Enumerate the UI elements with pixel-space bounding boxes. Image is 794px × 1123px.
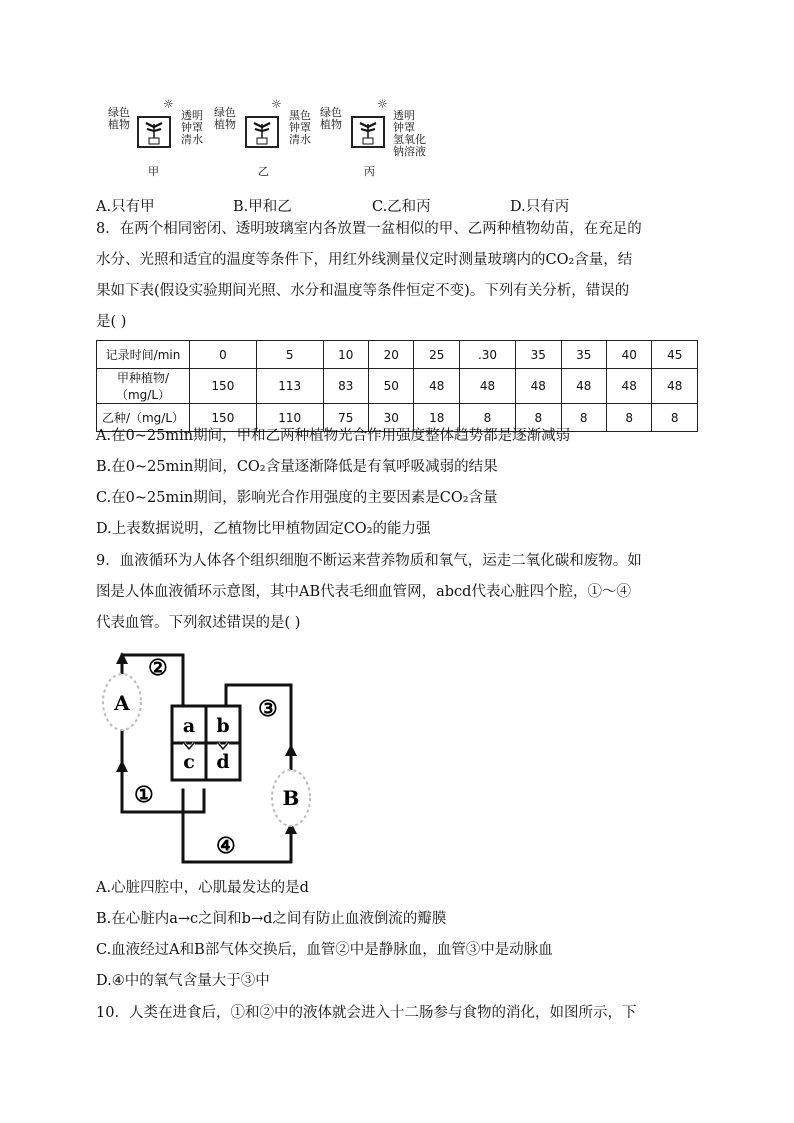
vessel-label-3: ③ (258, 696, 278, 722)
plant-icon (353, 118, 383, 146)
q8-stem-line-4: 是( ) (96, 314, 127, 330)
q9-stem-line-3: 代表血管。下列叙述错误的是( ) (96, 615, 301, 631)
yi-caption: 乙 (258, 165, 269, 178)
q8-stem-line-3: 果如下表(假设实验期间光照、水分和温度等条件恒定不变)。下列有关分析，错误的 (96, 283, 630, 299)
table-cell: 48 (561, 369, 606, 404)
table-cell: 48 (459, 369, 515, 404)
table-cell: 35 (516, 341, 561, 369)
table-cell: 18 (414, 404, 459, 432)
q8-option-c[interactable]: C.在0~25min期间，影响光合作用强度的主要因素是CO₂含量 (96, 490, 498, 506)
yi-right-labels: 黑色 钟罩 清水 (289, 109, 311, 146)
table-header-cell: 甲种植物/（mg/L） (97, 369, 190, 404)
q8-stem-line-1: 8．在两个相同密闭、透明玻璃室内各放置一盆相似的甲、乙两种植物幼苗，在充足的 (96, 221, 642, 237)
plant-icon (139, 118, 169, 146)
q8-stem-line-2: 水分、光照和适宜的温度等条件下，用红外线测量仪定时测量玻璃内的CO₂含量，结 (96, 252, 633, 268)
vessel-label-1: ① (134, 782, 154, 808)
table-header-cell: 记录时间/min (97, 341, 190, 369)
table-cell: 48 (606, 369, 651, 404)
table-cell: 48 (516, 369, 561, 404)
table-row (97, 341, 698, 369)
q10-stem-line-1: 10．人类在进食后，①和②中的液体就会进入十二肠参与食物的消化，如图所示，下 (96, 1005, 637, 1021)
network-label-b: B (282, 786, 300, 810)
q7-option-b[interactable]: B.甲和乙 (233, 199, 292, 215)
bing-caption: 丙 (364, 165, 375, 178)
table-cell: 35 (561, 341, 606, 369)
table-cell: 20 (369, 341, 414, 369)
table-cell: 8 (459, 404, 515, 432)
bing-right-labels: 透明 钟罩 氢氧化 钠溶液 (393, 109, 426, 158)
table-cell: 40 (606, 341, 651, 369)
table-cell: 113 (256, 369, 323, 404)
sun-icon: ☼ (377, 97, 388, 111)
table-row (97, 369, 698, 404)
q9-option-d[interactable]: D.④中的氧气含量大于③中 (96, 973, 270, 989)
table-cell: 8 (516, 404, 561, 432)
table-cell: .30 (459, 341, 515, 369)
yi-plant-label: 绿色 植物 (214, 106, 236, 131)
table-cell: 5 (256, 341, 323, 369)
table-cell: 48 (652, 369, 698, 404)
table-cell: 8 (561, 404, 606, 432)
chamber-label-d: d (216, 751, 230, 773)
q7-option-d[interactable]: D.只有丙 (510, 199, 570, 215)
table-cell: 110 (256, 404, 323, 432)
plant-icon (247, 118, 277, 146)
table-cell: 48 (414, 369, 459, 404)
bing-bell-jar (351, 116, 385, 148)
table-cell: 50 (369, 369, 414, 404)
jia-caption: 甲 (148, 165, 159, 178)
q8-option-d[interactable]: D.上表数据说明，乙植物比甲植物固定CO₂的能力强 (96, 521, 431, 537)
q7-option-c[interactable]: C.乙和丙 (372, 199, 431, 215)
sun-icon: ☼ (163, 97, 174, 111)
yi-bell-jar (245, 116, 279, 148)
table-cell: 45 (652, 341, 698, 369)
chamber-label-c: c (183, 751, 195, 773)
q9-option-c[interactable]: C.血液经过A和B部气体交换后，血管②中是静脉血，血管③中是动脉血 (96, 942, 553, 958)
jia-right-labels: 透明 钟罩 清水 (181, 109, 203, 146)
chamber-label-a: a (182, 715, 196, 737)
table-cell: 8 (606, 404, 651, 432)
table-cell: 150 (190, 369, 257, 404)
table-cell: 25 (414, 341, 459, 369)
table-header-cell: 乙种/（mg/L） (97, 404, 190, 432)
q7-option-a[interactable]: A.只有甲 (96, 199, 155, 215)
jia-plant-label: 绿色 植物 (108, 106, 130, 131)
q9-option-b[interactable]: B.在心脏内a→c之间和b→d之间有防止血液倒流的瓣膜 (96, 911, 447, 927)
chamber-label-b: b (216, 715, 230, 737)
q8-data-table (96, 340, 698, 432)
vessel-label-4: ④ (216, 833, 236, 859)
q9-circulation-diagram (96, 640, 326, 870)
table-cell: 83 (323, 369, 368, 404)
bing-plant-label: 绿色 植物 (320, 106, 342, 131)
jia-bell-jar (137, 116, 171, 148)
arrow-up-icon (116, 760, 128, 772)
table-cell: 8 (652, 404, 698, 432)
table-cell: 10 (323, 341, 368, 369)
table-cell: 30 (369, 404, 414, 432)
sun-icon: ☼ (271, 97, 282, 111)
arrow-up-icon (285, 744, 297, 756)
vessel-label-2: ② (148, 655, 168, 681)
table-cell: 75 (323, 404, 368, 432)
q9-stem-line-1: 9．血液循环为人体各个组织细胞不断运来营养物质和氧气，运走二氧化碳和废物。如 (96, 553, 642, 569)
network-label-a: A (114, 691, 130, 715)
q8-option-b[interactable]: B.在0~25min期间，CO₂含量逐渐降低是有氧呼吸减弱的结果 (96, 459, 498, 475)
q9-stem-line-2: 图是人体血液循环示意图，其中AB代表毛细血管网，abcd代表心脏四个腔，①～④ (96, 584, 631, 600)
q9-option-a[interactable]: A.心脏四腔中，心肌最发达的是d (96, 880, 309, 896)
table-cell: 0 (190, 341, 257, 369)
table-cell: 150 (190, 404, 257, 432)
q8-option-a[interactable]: A.在0~25min期间，甲和乙两种植物光合作用强度整体趋势都是逐渐减弱 (96, 428, 571, 444)
